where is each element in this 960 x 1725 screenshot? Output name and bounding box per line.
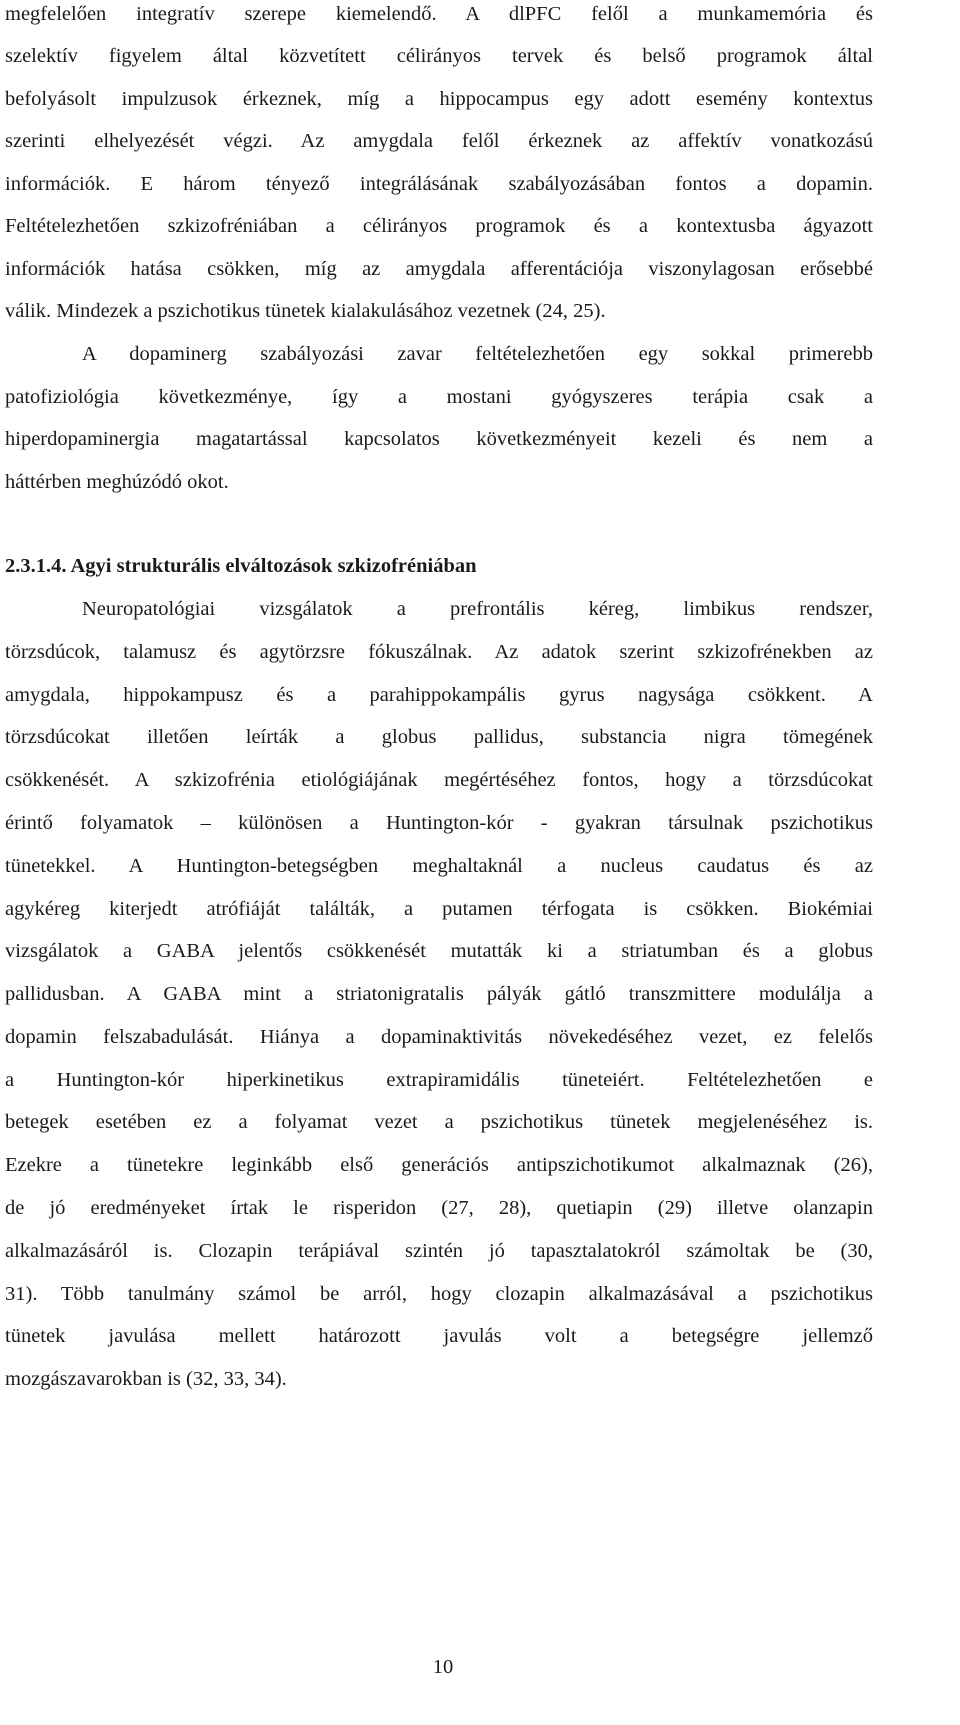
text-line: A dopaminerg szabályozási zavar feltételezhetően egy sokkal primerebb bbox=[82, 343, 873, 365]
text-line: Feltételezhetően szkizofréniában a célirányos programok és a kontextusba ágyazott bbox=[5, 215, 873, 237]
text-line: befolyásolt impulzusok érkeznek, míg a hippocampus egy adott esemény kontextus bbox=[5, 88, 873, 110]
text-line: érintő folyamatok – különösen a Huntington-kór - gyakran társulnak pszichotikus bbox=[5, 812, 873, 834]
text-line: Neuropatológiai vizsgálatok a prefrontális kéreg, limbikus rendszer, bbox=[82, 598, 873, 620]
text-line: válik. Mindezek a pszichotikus tünetek kialakulásához vezetnek (24, 25). bbox=[5, 300, 606, 322]
text-line: dopamin felszabadulását. Hiánya a dopaminaktivitás növekedéséhez vezet, ez felelős bbox=[5, 1026, 873, 1048]
text-line: megfelelően integratív szerepe kiemelendő. A dlPFC felől a munkamemória és bbox=[5, 3, 873, 25]
text-line: 31). Több tanulmány számol be arról, hogy clozapin alkalmazásával a pszichotikus bbox=[5, 1283, 873, 1305]
text-line: hiperdopaminergia magatartással kapcsolatos következményeit kezeli és nem a bbox=[5, 428, 873, 450]
text-line: de jó eredményeket írtak le risperidon (27, 28), quetiapin (29) illetve olanzapin bbox=[5, 1197, 873, 1219]
text-line: a Huntington-kór hiperkinetikus extrapiramidális tüneteiért. Feltételezhetően e bbox=[5, 1069, 873, 1091]
text-line: információk hatása csökken, míg az amygdala afferentációja viszonylagosan erősebbé bbox=[5, 258, 873, 280]
page-number: 10 bbox=[432, 1656, 454, 1678]
text-line: tünetek javulása mellett határozott javulás volt a betegségre jellemző bbox=[5, 1325, 873, 1347]
text-line: pallidusban. A GABA mint a striatonigratalis pályák gátló transzmittere modulálja a bbox=[5, 983, 873, 1005]
text-line: csökkenését. A szkizofrénia etiológiájának megértéséhez fontos, hogy a törzsdúcokat bbox=[5, 769, 873, 791]
text-line: Ezekre a tünetekre leginkább első generációs antipszichotikumot alkalmaznak (26), bbox=[5, 1154, 873, 1176]
text-line: vizsgálatok a GABA jelentős csökkenését mutatták ki a striatumban és a globus bbox=[5, 940, 873, 962]
text-line: szerinti elhelyezését végzi. Az amygdala felől érkeznek az affektív vonatkozású bbox=[5, 130, 873, 152]
text-line: agykéreg kiterjedt atrófiáját találták, a putamen térfogata is csökken. Biokémiai bbox=[5, 898, 873, 920]
text-line: betegek esetében ez a folyamat vezet a pszichotikus tünetek megjelenéséhez is. bbox=[5, 1111, 873, 1133]
text-line: patofiziológia következménye, így a mostani gyógyszeres terápia csak a bbox=[5, 386, 873, 408]
text-line: alkalmazásáról is. Clozapin terápiával szintén jó tapasztalatokról számoltak be (30, bbox=[5, 1240, 873, 1262]
text-line: törzsdúcok, talamusz és agytörzsre fókuszálnak. Az adatok szerint szkizofrénekben az bbox=[5, 641, 873, 663]
section-heading: 2.3.1.4. Agyi strukturális elváltozások szkizofréniában bbox=[5, 555, 477, 577]
text-line: mozgászavarokban is (32, 33, 34). bbox=[5, 1368, 287, 1390]
text-line: tünetekkel. A Huntington-betegségben meghaltaknál a nucleus caudatus és az bbox=[5, 855, 873, 877]
text-line: információk. E három tényező integrálásának szabályozásában fontos a dopamin. bbox=[5, 173, 873, 195]
text-line: háttérben meghúzódó okot. bbox=[5, 471, 229, 493]
text-line: törzsdúcokat illetően leírták a globus pallidus, substancia nigra tömegének bbox=[5, 726, 873, 748]
text-line: szelektív figyelem által közvetített célirányos tervek és belső programok által bbox=[5, 45, 873, 67]
text-line: amygdala, hippokampusz és a parahippokampális gyrus nagysága csökkent. A bbox=[5, 684, 873, 706]
